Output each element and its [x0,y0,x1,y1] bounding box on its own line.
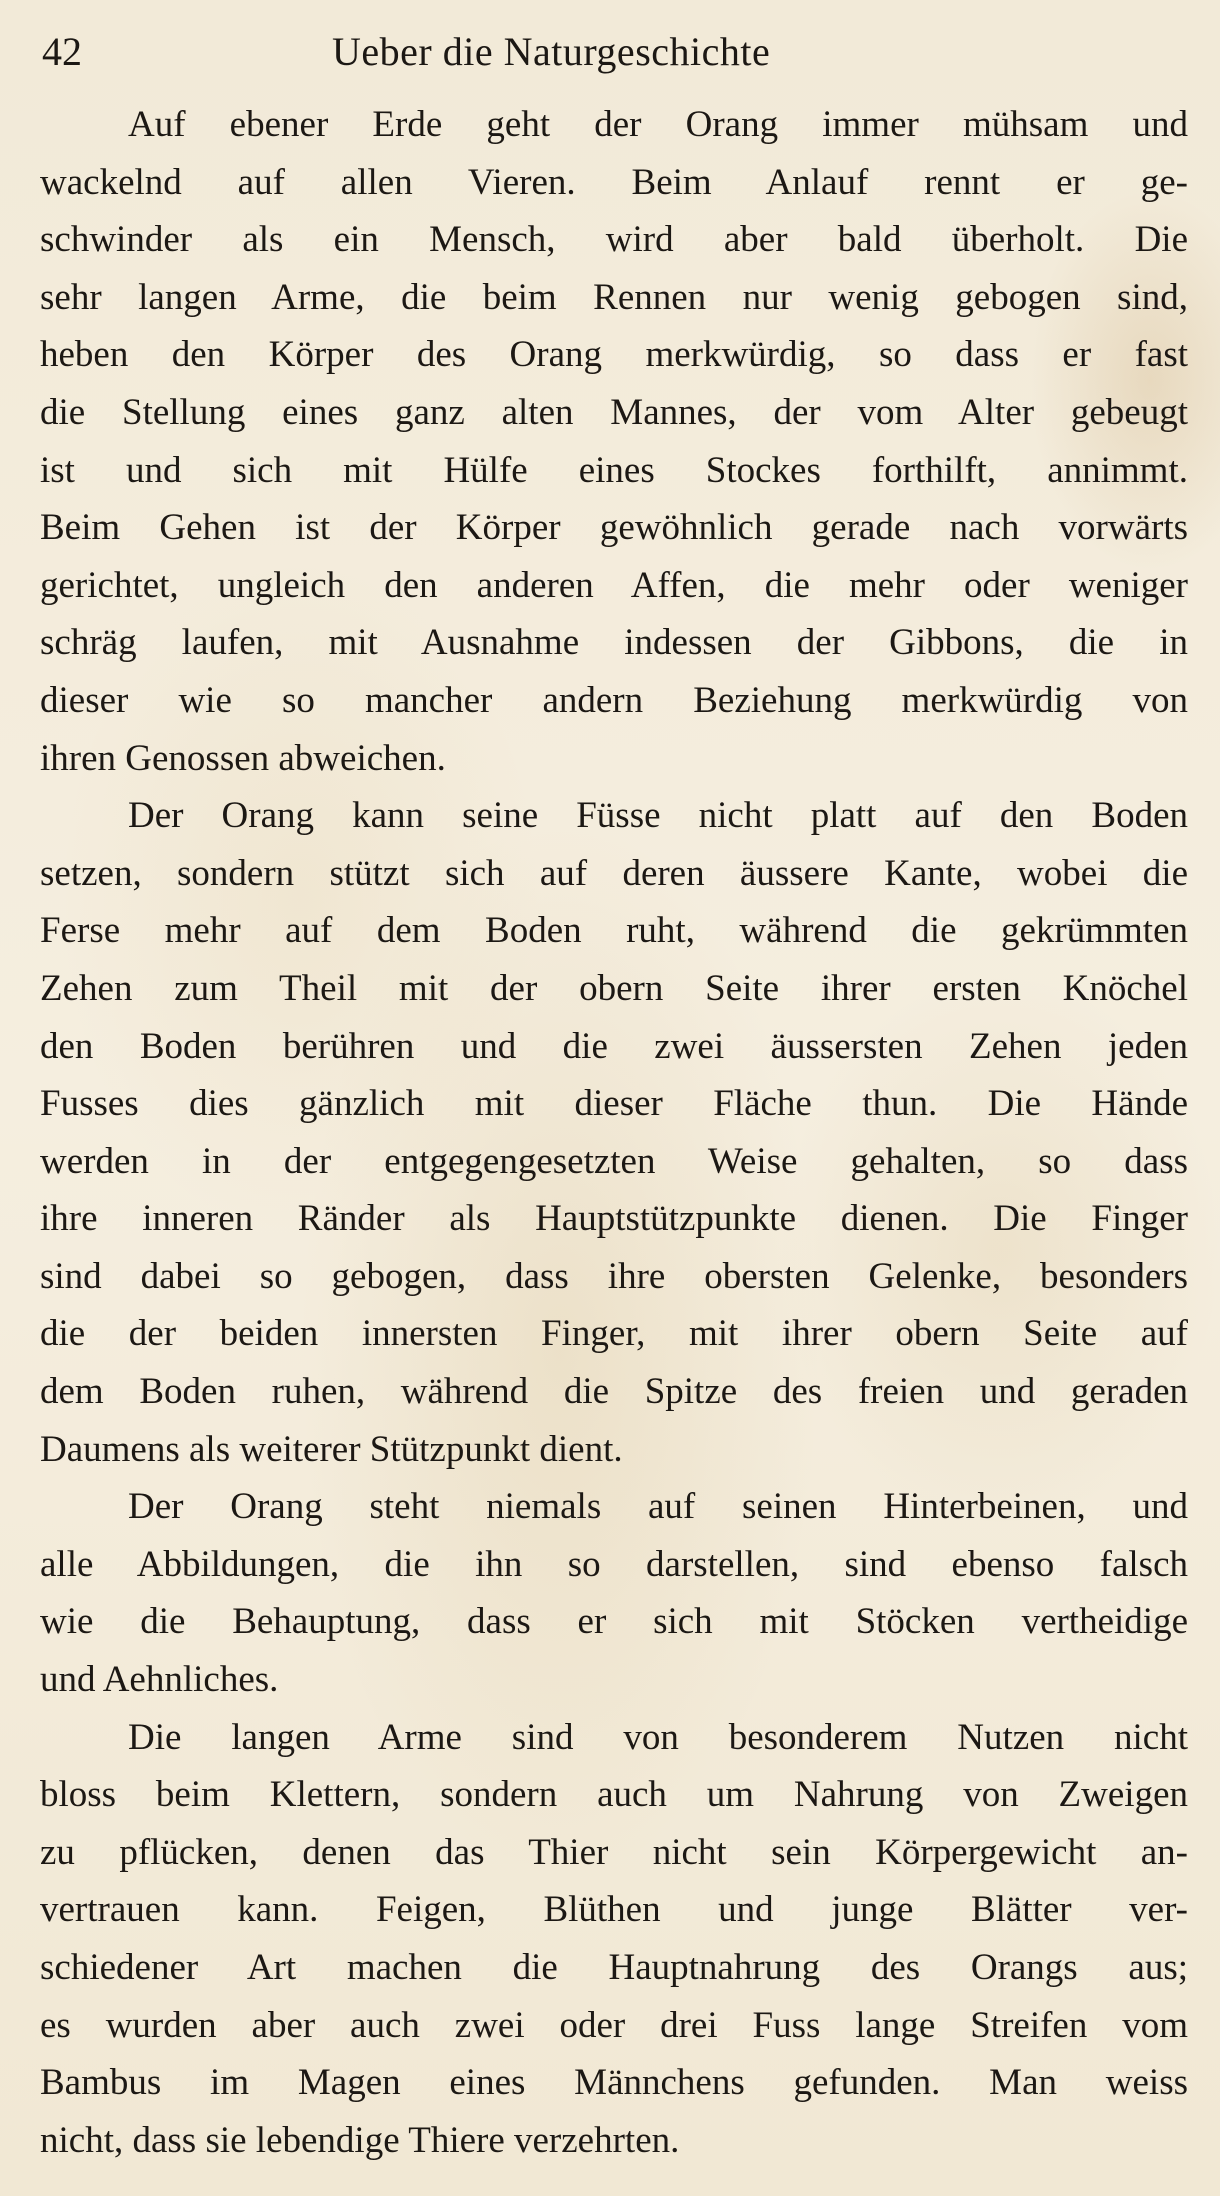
text-line: heben den Körper des Orang merkwürdig, so dass er fast [40,334,1188,376]
text-line: Ferse mehr auf dem Boden ruht, während die gekrümmten [40,910,1188,952]
text-line: die der beiden innersten Finger, mit ihrer obern Seite auf [40,1313,1188,1355]
text-line: schwinder als ein Mensch, wird aber bald überholt. Die [40,219,1188,261]
text-line: wackelnd auf allen Vieren. Beim Anlauf rennt er ge- [40,161,1188,203]
text-line: den Boden berühren und die zwei äussersten Zehen jeden [40,1025,1188,1067]
page-header [42,22,1186,82]
text-line: Zehen zum Theil mit der obern Seite ihrer ersten Knöchel [40,967,1188,1009]
paragraph [40,96,1188,787]
text-line: sind dabei so gebogen, dass ihre obersten Gelenke, besonders [40,1255,1188,1297]
text-line: vertrauen kann. Feigen, Blüthen und junge Blätter ver- [40,1889,1188,1931]
text-line: schräg laufen, mit Ausnahme indessen der Gibbons, die in [40,622,1188,664]
text-line: dieser wie so mancher andern Beziehung merkwürdig von [40,679,1188,721]
text-line: ihren Genossen abweichen. [40,737,446,779]
text-line: Der Orang steht niemals auf seinen Hinterbeinen, und [128,1486,1188,1528]
text-line: werden in der entgegengesetzten Weise gehalten, so dass [40,1140,1188,1182]
body-text [40,96,1188,2169]
text-line: nicht, dass sie lebendige Thiere verzehrten. [40,2119,680,2161]
text-line: bloss beim Klettern, sondern auch um Nahrung von Zweigen [40,1774,1188,1816]
text-line: setzen, sondern stützt sich auf deren äussere Kante, wobei die [40,852,1188,894]
text-line: ihre inneren Ränder als Hauptstützpunkte dienen. Die Finger [40,1198,1188,1240]
text-line: alle Abbildungen, die ihn so darstellen, sind ebenso falsch [40,1543,1188,1585]
text-line: es wurden aber auch zwei oder drei Fuss lange Streifen vom [40,2004,1188,2046]
running-head: Ueber die Naturgeschichte [332,29,771,74]
text-line: Bambus im Magen eines Männchens gefunden. Man weiss [40,2062,1188,2104]
text-line: Fusses dies gänzlich mit dieser Fläche thun. Die Hände [40,1083,1188,1125]
text-line: Die langen Arme sind von besonderem Nutzen nicht [128,1716,1188,1758]
text-line: wie die Behauptung, dass er sich mit Stöcken vertheidige [40,1601,1188,1643]
page-number: 42 [42,29,82,74]
text-line: und Aehnliches. [40,1659,279,1701]
paragraph [40,1709,1188,2170]
text-line: Auf ebener Erde geht der Orang immer mühsam und [128,104,1188,145]
text-line: schiedener Art machen die Hauptnahrung des Orangs aus; [40,1947,1188,1988]
text-line: dem Boden ruhen, während die Spitze des freien und geraden [40,1371,1188,1413]
paragraph [40,787,1188,1478]
text-line: die Stellung eines ganz alten Mannes, der vom Alter gebeugt [40,391,1188,433]
text-line: Der Orang kann seine Füsse nicht platt auf den Boden [128,795,1188,837]
text-line: gerichtet, ungleich den anderen Affen, die mehr oder weniger [40,564,1188,606]
text-line: sehr langen Arme, die beim Rennen nur wenig gebogen sind, [40,276,1188,318]
text-line: Daumens als weiterer Stützpunkt dient. [40,1428,623,1470]
text-line: Beim Gehen ist der Körper gewöhnlich gerade nach vorwärts [40,507,1188,549]
text-line: ist und sich mit Hülfe eines Stockes forthilft, annimmt. [40,449,1188,491]
text-line: zu pflücken, denen das Thier nicht sein Körpergewicht an- [40,1831,1188,1873]
paragraph [40,1478,1188,1708]
